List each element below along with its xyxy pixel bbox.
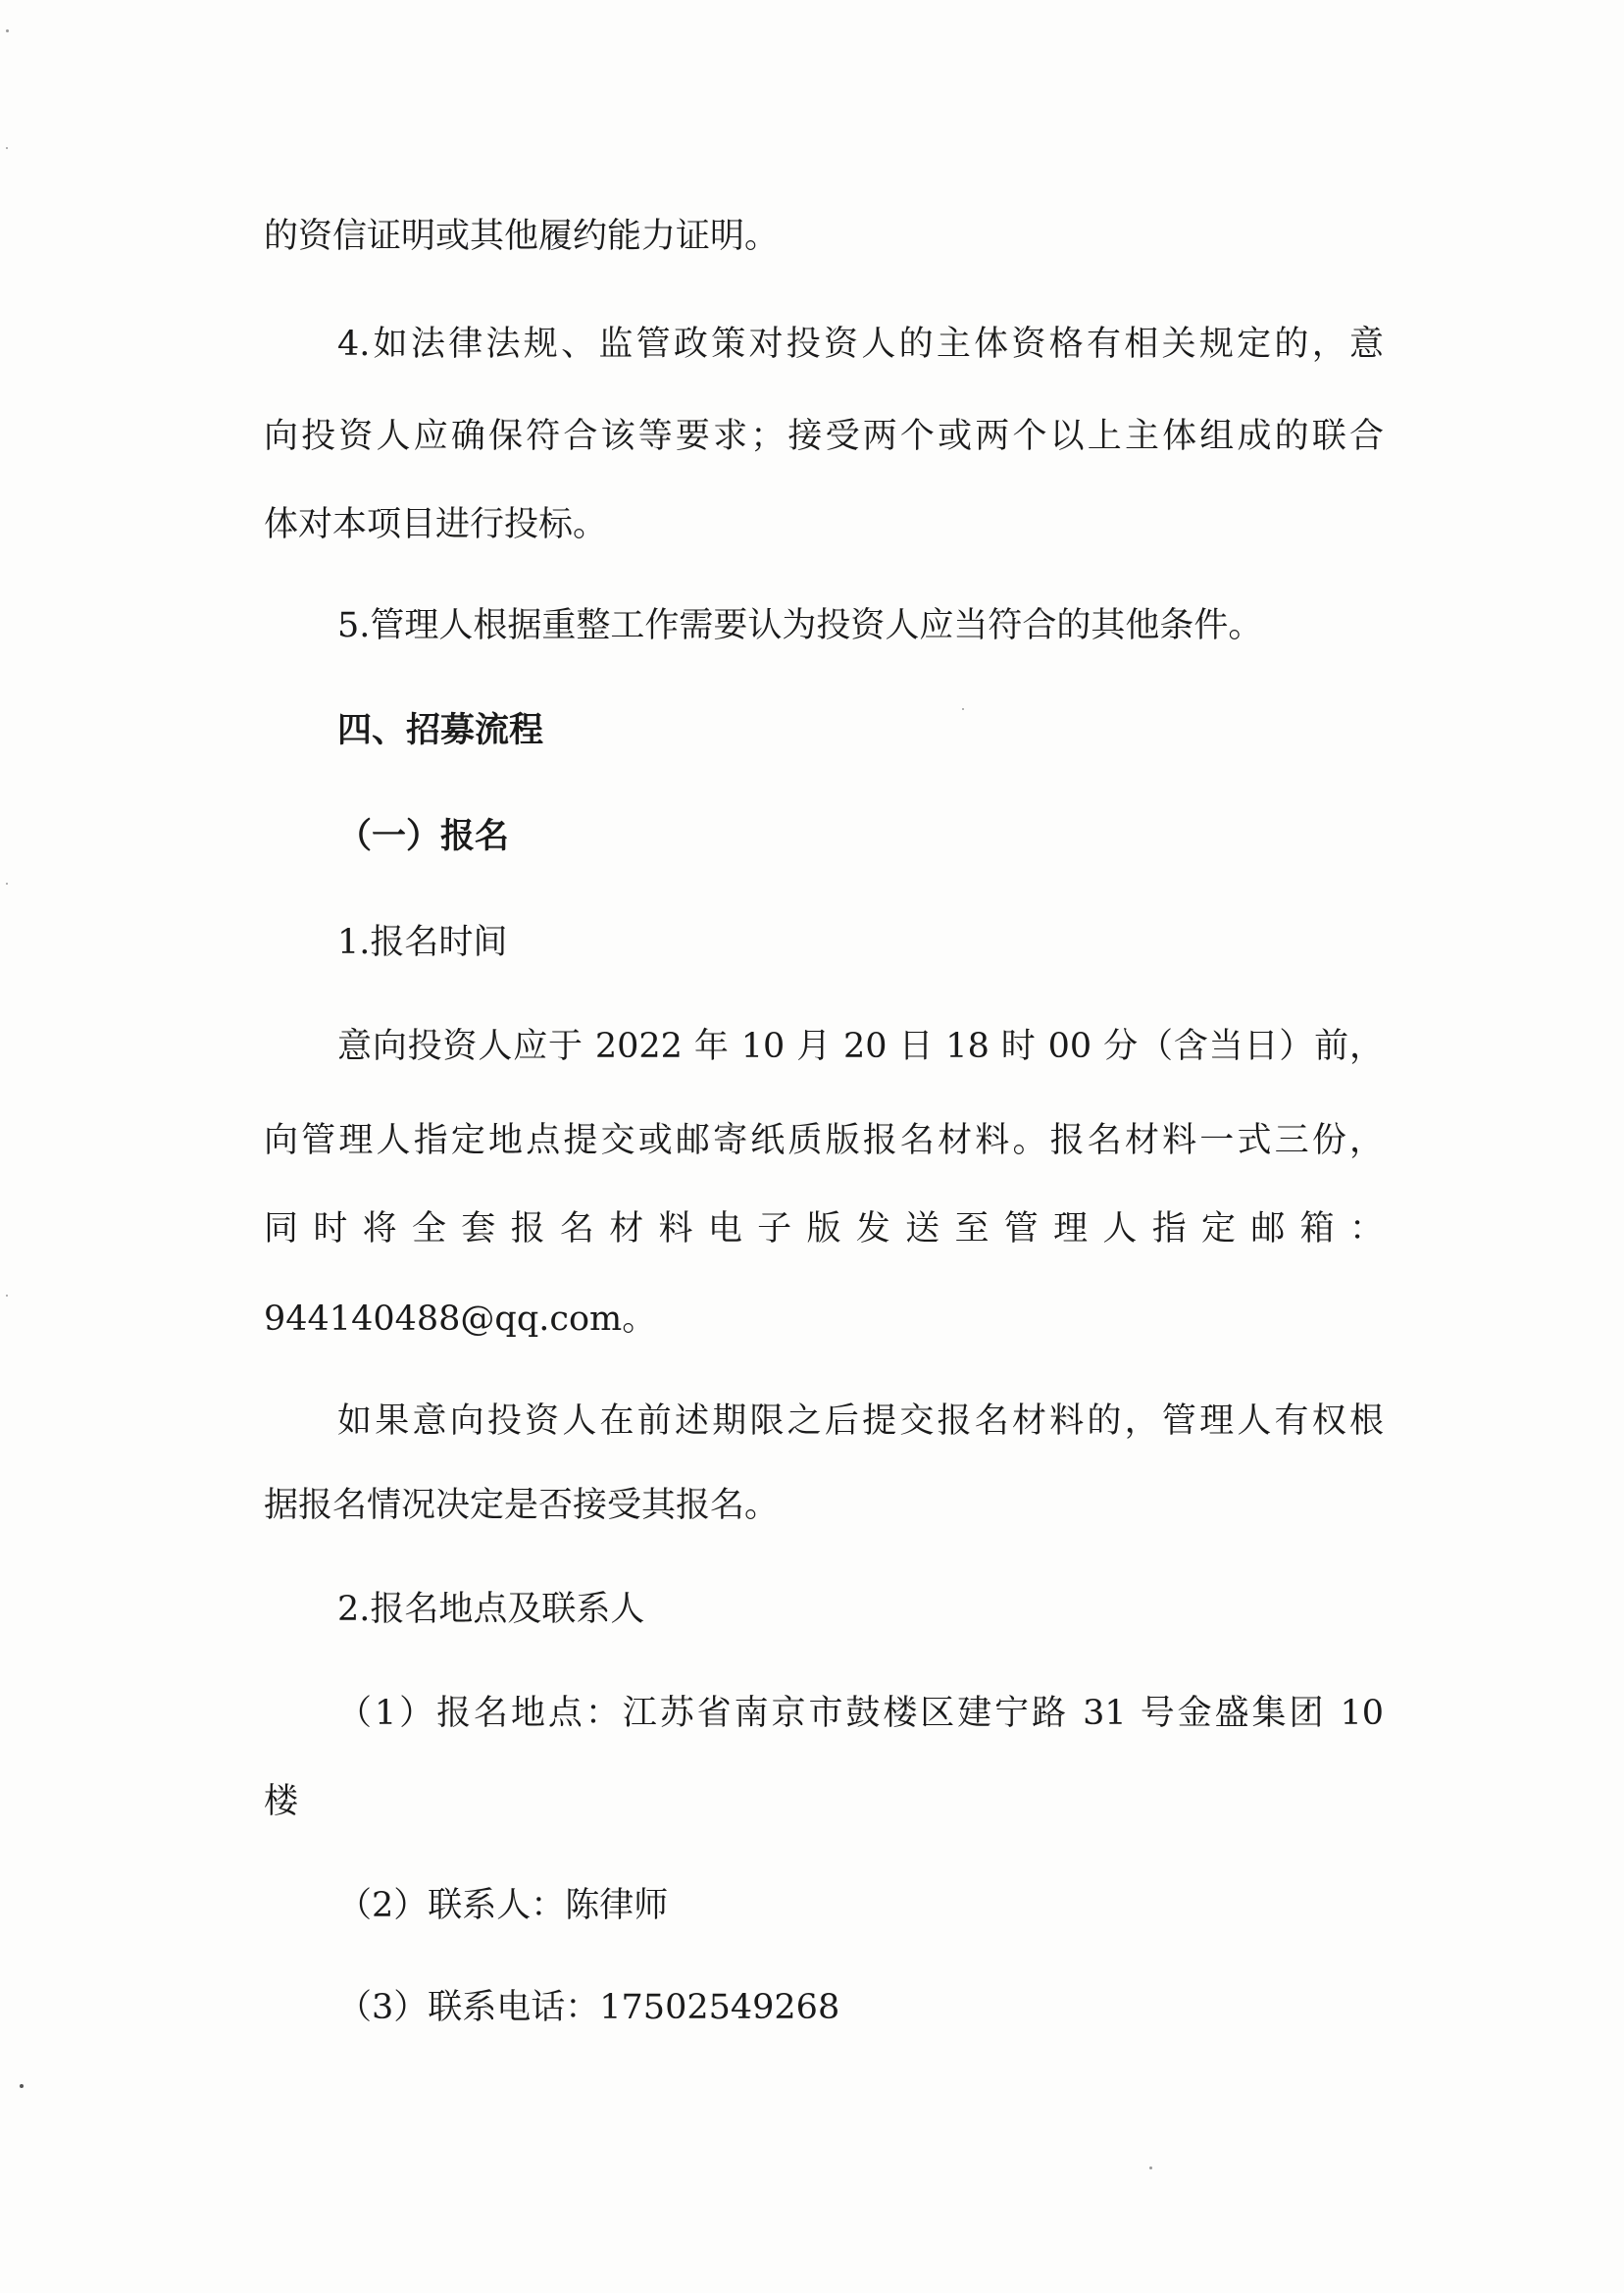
paragraph-line: 向管理人指定地点提交或邮寄纸质版报名材料。报名材料一式三份， [264, 1121, 1384, 1160]
scan-speck [6, 147, 8, 149]
paragraph-line: 4.如法律法规、监管政策对投资人的主体资格有相关规定的，意 [337, 325, 1384, 364]
paragraph-line: 楼 [264, 1782, 299, 1821]
paragraph-line: 向投资人应确保符合该等要求；接受两个或两个以上主体组成的联合 [264, 417, 1384, 456]
scan-speck [962, 708, 964, 710]
subsection-heading: （一）报名 [337, 816, 510, 856]
scan-speck [6, 883, 8, 885]
paragraph-line: 据报名情况决定是否接受其报名。 [264, 1486, 780, 1525]
paragraph-line: 体对本项目进行投标。 [264, 505, 608, 544]
paragraph-line: 意向投资人应于 2022 年 10 月 20 日 18 时 00 分（含当日）前， [337, 1027, 1384, 1066]
email-line: 944140488@qq.com。 [264, 1299, 657, 1339]
paragraph-line: 同时将全套报名材料电子版发送至管理人指定邮箱： [264, 1209, 1384, 1248]
scan-speck [20, 2084, 24, 2088]
paragraph-line: （2）联系人：陈律师 [337, 1886, 669, 1925]
section-heading: 四、招募流程 [337, 710, 544, 750]
paragraph-line: （1）报名地点：江苏省南京市鼓楼区建宁路 31 号金盛集团 10 [337, 1694, 1384, 1733]
paragraph-line: （3）联系电话：17502549268 [337, 1988, 840, 2027]
paragraph-line: 5.管理人根据重整工作需要认为投资人应当符合的其他条件。 [337, 606, 1263, 645]
paragraph-line: 如果意向投资人在前述期限之后提交报名材料的，管理人有权根 [337, 1401, 1384, 1441]
scan-speck [6, 1295, 8, 1297]
scan-speck [6, 29, 9, 32]
paragraph-line: 2.报名地点及联系人 [337, 1590, 645, 1629]
paragraph-line: 的资信证明或其他履约能力证明。 [264, 217, 780, 256]
paragraph-line: 1.报名时间 [337, 923, 508, 962]
scan-speck [1149, 2166, 1152, 2169]
